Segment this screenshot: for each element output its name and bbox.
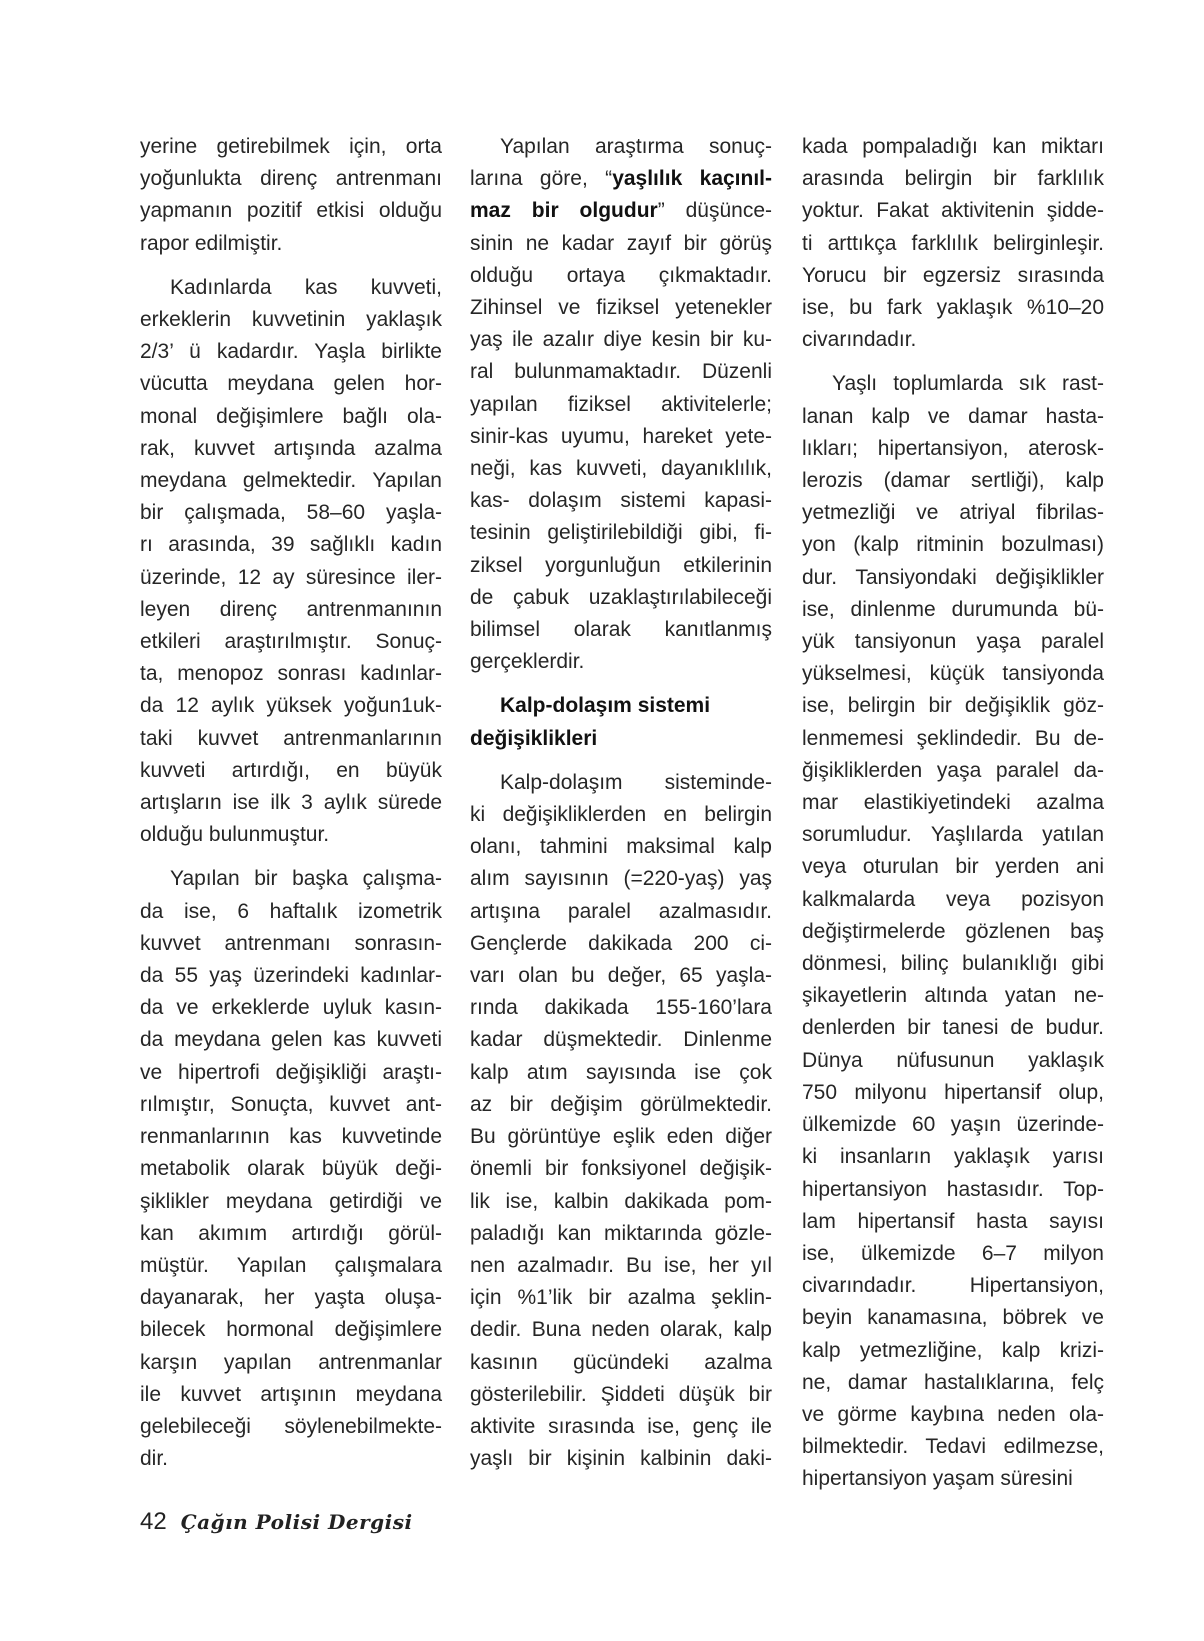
text-line: monal değişimlere bağlı ola- bbox=[140, 404, 442, 428]
text-line: lenmemesi şeklindedir. Bu de- bbox=[802, 726, 1104, 750]
text-line: paladığı kan miktarında gözle- bbox=[470, 1221, 772, 1245]
text-line: ziksel yorgunluğun etkilerinin bbox=[470, 553, 772, 577]
text-line: civarındadır. Hipertansiyon, bbox=[802, 1274, 1104, 1298]
text-line: de çabuk uzaklaştırılabileceği bbox=[470, 585, 772, 609]
text-line: Yapılan araştırma sonuç- bbox=[500, 135, 772, 158]
text-line: gösterilebilir. Şiddeti düşük bir bbox=[470, 1382, 772, 1406]
text-line: da ise, 6 haftalık izometrik bbox=[140, 899, 442, 923]
text-line: kan akımım artırdığı görül- bbox=[140, 1221, 442, 1245]
text-line: bir çalışmada, 58–60 yaşla- bbox=[140, 501, 442, 525]
text-line: önemli bir fonksiyonel değişik- bbox=[470, 1157, 772, 1181]
text-line: ise, belirgin bir değişiklik göz- bbox=[802, 694, 1104, 718]
text-line: tesinin geliştirilebildiği gibi, fi- bbox=[470, 521, 772, 545]
text-line: mar elastikiyetindeki azalma bbox=[802, 791, 1104, 815]
paragraph bbox=[140, 272, 442, 852]
text-line: bilmektedir. Tedavi edilmezse, bbox=[802, 1435, 1104, 1459]
text-line: yoktur. Fakat aktivitenin şidde- bbox=[802, 199, 1104, 223]
text-line: yükselmesi, küçük tansiyonda bbox=[802, 662, 1104, 686]
text-line: ülkemizde 60 yaşın üzerinde- bbox=[802, 1113, 1104, 1137]
text-line: ve hipertrofi değişikliği araştı- bbox=[140, 1060, 442, 1084]
text-line: ise, ülkemizde 6–7 milyon bbox=[802, 1241, 1104, 1265]
text-line: müştür. Yapılan çalışmalara bbox=[140, 1253, 442, 1277]
text-line: için %1’lik bir azalma şeklin- bbox=[470, 1286, 772, 1310]
text-line: dur. Tansiyondaki değişiklikler bbox=[802, 565, 1104, 589]
text-line: ta, menopoz sonrası kadınlar- bbox=[140, 662, 442, 686]
text-line: yaşlı bir kişinin kalbinin daki- bbox=[470, 1447, 772, 1471]
text-line: değiştirmelerde gözlenen baş bbox=[802, 919, 1104, 943]
text-line: renmanlarının kas kuvvetinde bbox=[140, 1125, 442, 1149]
text-line: dedir. Buna neden olarak, kalp bbox=[470, 1318, 772, 1342]
text-line: rılmıştır, Sonuçta, kuvvet ant- bbox=[140, 1092, 442, 1116]
text-line: şikayetlerin altında yatan ne- bbox=[802, 984, 1104, 1008]
text-line: Zihinsel ve fiziksel yetenekler bbox=[470, 296, 772, 320]
text-line: Kalp-dolaşım sistemi bbox=[500, 694, 711, 718]
text-line: ne, damar hastalıklarına, felç bbox=[802, 1370, 1104, 1394]
text-line: olduğu bulunmuştur. bbox=[140, 823, 330, 847]
text-line: az bir değişim görülmektedir. bbox=[470, 1092, 772, 1116]
text-line: sinin ne kadar zayıf bir görüş bbox=[470, 231, 772, 255]
text-line: lıkları; hipertansiyon, aterosk- bbox=[802, 436, 1104, 460]
paragraph bbox=[140, 131, 442, 260]
text-line: rı arasında, 39 sağlıklı kadın bbox=[140, 533, 442, 557]
text-line: kada pompaladığı kan miktarı bbox=[802, 135, 1104, 158]
text-line: lerozis (damar sertliği), kalp bbox=[802, 469, 1104, 493]
text-line: hipertansiyon hastasıdır. Top- bbox=[802, 1177, 1104, 1201]
page-footer bbox=[140, 1508, 413, 1536]
text-line: Kadınlarda kas kuvveti, bbox=[170, 275, 442, 299]
magazine-title: Çağın Polisi Dergisi bbox=[180, 1510, 413, 1534]
paragraph bbox=[470, 767, 772, 1475]
text-line: meydana gelmektedir. Yapılan bbox=[140, 469, 442, 493]
text-line: ğişikliklerden yaşa paralel da- bbox=[802, 758, 1104, 782]
text-line: lam hipertansif hasta sayısı bbox=[802, 1209, 1104, 1233]
text-line: metabolik olarak büyük deği- bbox=[140, 1157, 442, 1181]
text-line: ve görme kaybına neden ola- bbox=[802, 1402, 1104, 1426]
text-line: 750 milyonu hipertansif olup, bbox=[802, 1080, 1104, 1104]
text-line: vücutta meydana gelen hor- bbox=[140, 372, 442, 396]
text-line: kasının gücündeki azalma bbox=[470, 1350, 772, 1374]
text-line: kuvveti artırdığı, en büyük bbox=[140, 758, 442, 782]
text-line: üzerinde, 12 ay süresince iler- bbox=[140, 565, 442, 589]
text-line: Dünya nüfusunun yaklaşık bbox=[802, 1048, 1104, 1072]
text-line: gelebileceği söylenebilmekte- bbox=[140, 1414, 442, 1438]
text-line: beyin kanamasına, böbrek ve bbox=[802, 1306, 1104, 1330]
text-line: Yaşlı toplumlarda sık rast- bbox=[832, 372, 1104, 396]
text-line: sinir-kas uyumu, hareket yete- bbox=[470, 424, 772, 448]
text-line: bilimsel olarak kanıtlanmış bbox=[470, 618, 772, 642]
text-line: ral bulunmamaktadır. Düzenli bbox=[470, 360, 772, 384]
text-line: Gençlerde dakikada 200 ci- bbox=[470, 931, 772, 955]
text-line: Bu görüntüye eşlik eden diğer bbox=[470, 1125, 772, 1149]
text-line: varı olan bu değer, 65 yaşla- bbox=[470, 964, 772, 988]
paragraph bbox=[470, 131, 772, 678]
text-line: hipertansiyon yaşam süresini bbox=[802, 1467, 1073, 1491]
text-line: kalp yetmezliğine, kalp krizi- bbox=[802, 1338, 1104, 1362]
text-line: artışına paralel azalmasıdır. bbox=[470, 899, 772, 923]
text-line: yerine getirebilmek için, orta bbox=[140, 135, 442, 158]
text-line: denlerden bir tanesi de budur. bbox=[802, 1016, 1104, 1040]
text-line: yük tansiyonun yaşa paralel bbox=[802, 630, 1104, 654]
text-line: ise, dinlenme durumunda bü- bbox=[802, 597, 1104, 621]
text-line: yetmezliği ve atriyal fibrilas- bbox=[802, 501, 1104, 525]
text-line: ki değişikliklerden en belirgin bbox=[470, 803, 772, 827]
text-line: da 12 aylık yüksek yoğun1uk- bbox=[140, 694, 442, 718]
text-line: aktivite sırasında ise, genç ile bbox=[470, 1414, 772, 1438]
page-number: 42 bbox=[140, 1508, 167, 1535]
text-line: arasında belirgin bir farklılık bbox=[802, 167, 1104, 191]
text-line: etkileri araştırılmıştır. Sonuç- bbox=[140, 630, 442, 654]
text-line: karşın yapılan antrenmanlar bbox=[140, 1350, 442, 1374]
paragraph bbox=[140, 863, 442, 1475]
text-column-3 bbox=[802, 131, 1104, 1496]
text-line: şiklikler meydana getirdiği ve bbox=[140, 1189, 442, 1213]
text-column-1 bbox=[140, 131, 442, 1475]
text-line: lik ise, kalbin dakikada pom- bbox=[470, 1189, 772, 1213]
text-line: Yapılan bir başka çalışma- bbox=[170, 867, 442, 891]
text-line: yon (kalp ritminin bozulması) bbox=[802, 533, 1104, 557]
text-line: da 55 yaş üzerindeki kadınlar- bbox=[140, 964, 442, 988]
text-column-2 bbox=[470, 131, 772, 1475]
text-line: yapmanın pozitif etkisi olduğu bbox=[140, 199, 442, 223]
text-line: kalp atım sayısında ise çok bbox=[470, 1060, 772, 1084]
text-line: larına göre, “yaşlılık kaçınıl- bbox=[470, 167, 772, 191]
text-line: değişiklikleri bbox=[470, 726, 598, 750]
text-line: neği, kas kuvveti, dayanıklılık, bbox=[470, 457, 772, 481]
text-line: artışların ise ilk 3 aylık sürede bbox=[140, 791, 442, 815]
text-line: da meydana gelen kas kuvveti bbox=[140, 1028, 442, 1052]
section-heading bbox=[470, 690, 772, 754]
text-line: da ve erkeklerde uyluk kasın- bbox=[140, 996, 442, 1020]
text-line: erkeklerin kuvvetinin yaklaşık bbox=[140, 308, 442, 332]
text-line: kadar düşmektedir. Dinlenme bbox=[470, 1028, 772, 1052]
text-line: maz bir olgudur” düşünce- bbox=[470, 199, 772, 223]
text-line: bilecek hormonal değişimlere bbox=[140, 1318, 442, 1342]
text-line: 2/3’ ü kadardır. Yaşla birlikte bbox=[140, 340, 442, 364]
text-line: Kalp-dolaşım sisteminde- bbox=[500, 770, 772, 794]
text-line: Yorucu bir egzersiz sırasında bbox=[802, 263, 1104, 287]
text-line: kas- dolaşım sistemi kapasi- bbox=[470, 489, 772, 513]
text-line: ki insanların yaklaşık yarısı bbox=[802, 1145, 1104, 1169]
text-line: veya oturulan bir yerden ani bbox=[802, 855, 1104, 879]
text-line: yoğunlukta direnç antrenmanı bbox=[140, 167, 442, 191]
paragraph bbox=[802, 368, 1104, 1495]
text-line: rak, kuvvet artışında azalma bbox=[140, 436, 442, 460]
text-line: alım sayısının (=220-yaş) yaş bbox=[470, 867, 772, 891]
text-line: ile kuvvet artışının meydana bbox=[140, 1382, 442, 1406]
text-line: olduğu ortaya çıkmaktadır. bbox=[470, 263, 772, 287]
text-line: rapor edilmiştir. bbox=[140, 231, 283, 255]
text-line: nen azalmadır. Bu ise, her yıl bbox=[470, 1253, 772, 1277]
text-line: ise, bu fark yaklaşık %10–20 bbox=[802, 296, 1104, 320]
text-line: yaş ile azalır diye kesin bir ku- bbox=[470, 328, 772, 352]
text-line: kalkmalarda veya pozisyon bbox=[802, 887, 1104, 911]
text-line: sorumludur. Yaşlılarda yatılan bbox=[802, 823, 1104, 847]
text-line: dayanarak, her yaşta oluşa- bbox=[140, 1286, 442, 1310]
text-line: gerçeklerdir. bbox=[470, 650, 585, 674]
text-line: olanı, tahmini maksimal kalp bbox=[470, 835, 772, 859]
text-line: yapılan fiziksel aktivitelerle; bbox=[470, 392, 772, 416]
text-line: kuvvet antrenmanı sonrasın- bbox=[140, 931, 442, 955]
text-line: dir. bbox=[140, 1447, 169, 1471]
paragraph bbox=[802, 131, 1104, 356]
text-line: taki kuvvet antrenmanlarının bbox=[140, 726, 442, 750]
text-line: ti arttıkça farklılık belirginleşir. bbox=[802, 231, 1104, 255]
text-line: lanan kalp ve damar hasta- bbox=[802, 404, 1104, 428]
text-line: rında dakikada 155-160’lara bbox=[470, 996, 772, 1020]
text-line: dönmesi, bilinç bulanıklığı gibi bbox=[802, 952, 1104, 976]
text-line: civarındadır. bbox=[802, 328, 917, 352]
text-line: leyen direnç antrenmanının bbox=[140, 597, 442, 621]
